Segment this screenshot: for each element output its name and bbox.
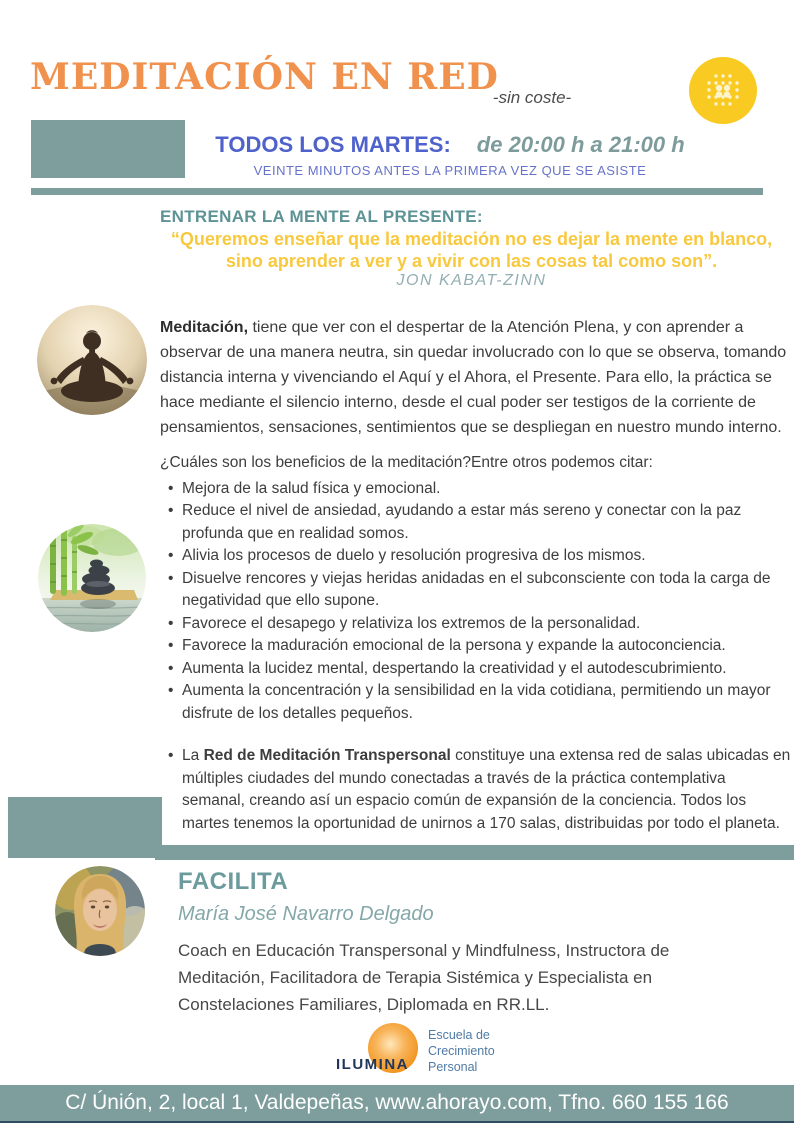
schedule-row (185, 132, 715, 158)
meditation-photo (37, 305, 147, 415)
footer-bar (0, 1085, 794, 1121)
list-item: • Favorece la maduración emocional de la persona y expande la autoconciencia. (160, 635, 792, 658)
zen-stones-photo (38, 524, 146, 632)
list-item: • Aumenta la concentración y la sensibilidad en la vida cotidiana, permitiendo un mayor disfrute de los detalles pequeños. (160, 680, 792, 725)
ilumina-logo-text: ILUMINA (336, 1056, 409, 1073)
list-item: • Alivia los procesos de duelo y resolución progresiva de los mismos. (160, 545, 792, 568)
benefits-list (160, 478, 792, 836)
cost-note: -sin coste- (492, 88, 572, 107)
teal-band (155, 845, 794, 860)
quote-author: JON KABAT-ZINN (396, 272, 547, 289)
quote-line-1: “Queremos enseñar que la meditación no es dejar la mente en blanco, (170, 229, 773, 249)
facilitator-heading: FACILITA (178, 868, 289, 895)
list-item: • Mejora de la salud física y emocional. (160, 478, 792, 501)
quote-heading: ENTRENAR LA MENTE AL PRESENTE: (160, 207, 483, 226)
list-item: • Disuelve rencores y viejas heridas anidadas en el subconsciente con toda la carga de negatividad que ello supone. (160, 568, 792, 613)
teal-rectangle-left (8, 797, 162, 858)
benefits-section (160, 452, 792, 835)
facilitator-bio: Coach en Educación Transpersonal y Mindfulness, Instructora de Meditación, Facilitadora de Terapia Sistémica y Especialista en Constelaciones Familiares, Diplomada en RR.LL. (178, 941, 670, 1014)
footer-contact: C/ Únión, 2, local 1, Valdepeñas, www.ahorayo.com, Tfno. 660 155 166 (65, 1091, 729, 1114)
quote-line-2: sino aprender a ver y a vivir con las cosas tal como son”. (225, 251, 718, 271)
schedule-time: de 20:00 h a 21:00 h (476, 132, 685, 157)
facilitator-name: María José Navarro Delgado (178, 903, 434, 925)
facilitator-photo (55, 866, 145, 956)
teal-rectangle-top (31, 120, 185, 178)
schedule-note: VEINTE MINUTOS ANTES LA PRIMERA VEZ QUE SE ASISTE (253, 163, 647, 178)
list-item: • Favorece el desapego y relativiza los extremos de la personalidad. (160, 613, 792, 636)
list-item: • Reduce el nivel de ansiedad, ayudando a estar más sereno y conectar con la paz profunda que en realidad somos. (160, 500, 792, 545)
network-item: • La Red de Meditación Transpersonal constituye una extensa red de salas ubicadas en múltiples ciudades del mundo conectadas a través de la práctica contemplativa semanal, creando así un espacio común de expansión de la conciencia. Todos los martes tenemos la oportunidad de unirnos a 170 salas, distribuidas por todo el planeta. (160, 745, 792, 835)
teal-divider (31, 188, 763, 195)
logo-tagline: Escuela de Crecimiento Personal (428, 1028, 495, 1074)
schedule-label: TODOS LOS MARTES: (215, 132, 451, 157)
dotted-circle-badge-icon (689, 57, 757, 124)
benefits-intro: ¿Cuáles son los beneficios de la meditación?Entre otros podemos citar: (160, 454, 653, 471)
intro-paragraph (160, 315, 788, 440)
intro-text: tiene que ver con el despertar de la Atención Plena, y con aprender a observar de una manera neutra, sin quedar involucrado con lo que se observa, tomando distancia interna y vivenciando el Aquí y el Ahora, el Presente. Para ello, la práctica se hace mediante el silencio interno, desde el cual poder ser testigos de la corriente de pensamientos, sensaciones, sentimientos que se despliegan en nuestro mundo interno. (160, 319, 787, 436)
network-name: Red de Meditación Transpersonal (203, 747, 451, 764)
page-title: MEDITACIÓN EN RED (30, 56, 499, 98)
intro-lead: Meditación, (160, 319, 249, 336)
quote-text (148, 228, 794, 272)
list-item: • Aumenta la lucidez mental, despertando la creatividad y el autodescubrimiento. (160, 658, 792, 681)
